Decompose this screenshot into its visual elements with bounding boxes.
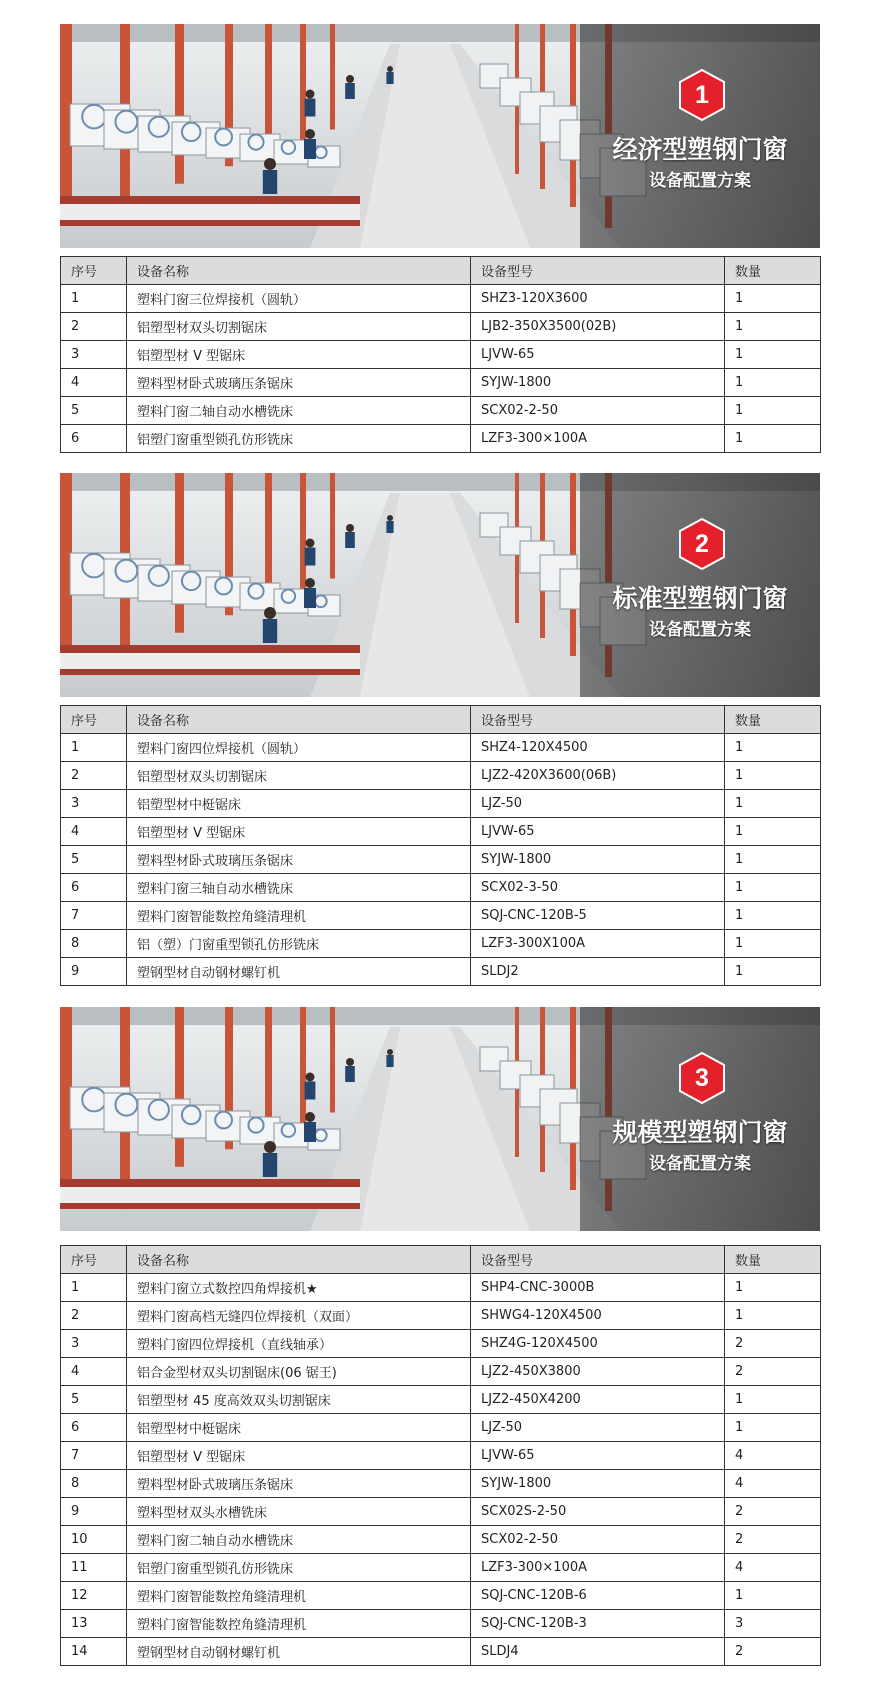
cell-name: 塑料门窗三位焊接机（圆轨） xyxy=(127,285,471,313)
cell-no: 4 xyxy=(61,818,127,846)
cell-name: 塑料门窗四位焊接机（直线轴承） xyxy=(127,1330,471,1358)
cell-no: 7 xyxy=(61,902,127,930)
cell-no: 12 xyxy=(61,1582,127,1610)
cell-model: LZF3-300×100A xyxy=(471,425,725,453)
cell-qty: 2 xyxy=(725,1498,821,1526)
cell-name: 铝塑型材双头切割锯床 xyxy=(127,313,471,341)
table-row xyxy=(61,1470,821,1498)
cell-qty: 4 xyxy=(725,1442,821,1470)
badge-number: 1 xyxy=(695,80,709,109)
cell-name: 塑料门窗智能数控角缝清理机 xyxy=(127,1610,471,1638)
table-row xyxy=(61,762,821,790)
cell-no: 9 xyxy=(61,1498,127,1526)
plan-title: 经济型塑钢门窗 xyxy=(612,135,788,164)
cell-qty: 1 xyxy=(725,874,821,902)
plan-banner-3 xyxy=(60,1007,820,1231)
cell-name: 塑料门窗智能数控角缝清理机 xyxy=(127,902,471,930)
cell-name: 塑料门窗立式数控四角焊接机★ xyxy=(127,1274,471,1302)
cell-model: SHZ4G-120X4500 xyxy=(471,1330,725,1358)
cell-model: LJZ2-420X3600(06B) xyxy=(471,762,725,790)
cell-no: 6 xyxy=(61,425,127,453)
header-qty: 数量 xyxy=(725,706,821,734)
cell-no: 7 xyxy=(61,1442,127,1470)
cell-no: 11 xyxy=(61,1554,127,1582)
table-row xyxy=(61,1358,821,1386)
header-name: 设备名称 xyxy=(127,257,471,285)
cell-no: 2 xyxy=(61,313,127,341)
cell-no: 3 xyxy=(61,1330,127,1358)
table-row xyxy=(61,874,821,902)
cell-name: 塑料型材卧式玻璃压条锯床 xyxy=(127,846,471,874)
plan-title: 标准型塑钢门窗 xyxy=(612,584,788,613)
cell-model: SLDJ2 xyxy=(471,958,725,986)
cell-model: SYJW-1800 xyxy=(471,1470,725,1498)
cell-name: 铝塑型材 45 度高效双头切割锯床 xyxy=(127,1386,471,1414)
cell-name: 铝塑型材中梃锯床 xyxy=(127,790,471,818)
cell-name: 铝塑门窗重型锁孔仿形铣床 xyxy=(127,1554,471,1582)
cell-qty: 1 xyxy=(725,1274,821,1302)
table-row xyxy=(61,1638,821,1666)
cell-no: 1 xyxy=(61,285,127,313)
table-row xyxy=(61,285,821,313)
equipment-table-2 xyxy=(60,705,821,986)
cell-qty: 2 xyxy=(725,1330,821,1358)
cell-qty: 1 xyxy=(725,1386,821,1414)
cell-name: 铝塑型材 V 型锯床 xyxy=(127,341,471,369)
cell-no: 5 xyxy=(61,846,127,874)
cell-name: 塑料门窗二轴自动水槽铣床 xyxy=(127,1526,471,1554)
cell-name: 铝塑型材 V 型锯床 xyxy=(127,1442,471,1470)
cell-no: 6 xyxy=(61,1414,127,1442)
cell-name: 铝塑型材中梃锯床 xyxy=(127,1414,471,1442)
header-qty: 数量 xyxy=(725,257,821,285)
header-qty: 数量 xyxy=(725,1246,821,1274)
table-row xyxy=(61,1330,821,1358)
cell-qty: 1 xyxy=(725,734,821,762)
cell-qty: 1 xyxy=(725,846,821,874)
cell-model: LJZ-50 xyxy=(471,1414,725,1442)
cell-qty: 1 xyxy=(725,425,821,453)
cell-qty: 1 xyxy=(725,790,821,818)
cell-no: 3 xyxy=(61,341,127,369)
cell-model: LJVW-65 xyxy=(471,341,725,369)
plan-section-2 xyxy=(60,473,820,981)
cell-model: LZF3-300×100A xyxy=(471,1554,725,1582)
cell-model: LJVW-65 xyxy=(471,1442,725,1470)
table-row xyxy=(61,397,821,425)
badge-hexagon-icon xyxy=(678,1051,726,1105)
cell-no: 4 xyxy=(61,1358,127,1386)
header-no: 序号 xyxy=(61,257,127,285)
cell-no: 2 xyxy=(61,1302,127,1330)
cell-qty: 2 xyxy=(725,1358,821,1386)
cell-name: 铝合金型材双头切割锯床(06 锯王) xyxy=(127,1358,471,1386)
table-row xyxy=(61,1526,821,1554)
cell-model: LJZ2-450X4200 xyxy=(471,1386,725,1414)
cell-model: SHZ4-120X4500 xyxy=(471,734,725,762)
table-row xyxy=(61,734,821,762)
header-no: 序号 xyxy=(61,1246,127,1274)
cell-qty: 1 xyxy=(725,369,821,397)
cell-name: 塑料门窗三轴自动水槽铣床 xyxy=(127,874,471,902)
cell-qty: 3 xyxy=(725,1610,821,1638)
cell-qty: 1 xyxy=(725,762,821,790)
cell-model: LJVW-65 xyxy=(471,818,725,846)
equipment-table-3 xyxy=(60,1245,821,1666)
cell-name: 塑钢型材自动钢材螺钉机 xyxy=(127,1638,471,1666)
header-model: 设备型号 xyxy=(471,1246,725,1274)
cell-model: SLDJ4 xyxy=(471,1638,725,1666)
cell-no: 1 xyxy=(61,1274,127,1302)
cell-no: 4 xyxy=(61,369,127,397)
cell-name: 铝塑门窗重型锁孔仿形铣床 xyxy=(127,425,471,453)
header-name: 设备名称 xyxy=(127,1246,471,1274)
cell-no: 5 xyxy=(61,397,127,425)
cell-qty: 2 xyxy=(725,1526,821,1554)
cell-qty: 1 xyxy=(725,930,821,958)
header-name: 设备名称 xyxy=(127,706,471,734)
cell-qty: 1 xyxy=(725,341,821,369)
badge-number: 3 xyxy=(695,1063,709,1092)
plan-section-3 xyxy=(60,1007,820,1661)
table-row xyxy=(61,1610,821,1638)
cell-model: SCX02-2-50 xyxy=(471,1526,725,1554)
table-header-row xyxy=(61,257,821,285)
cell-model: SHZ3-120X3600 xyxy=(471,285,725,313)
table-row xyxy=(61,369,821,397)
table-row xyxy=(61,1386,821,1414)
table-row xyxy=(61,1414,821,1442)
table-row xyxy=(61,1442,821,1470)
badge-hexagon-icon xyxy=(678,517,726,571)
plan-banner-2 xyxy=(60,473,820,697)
plan-subtitle: 设备配置方案 xyxy=(649,620,751,640)
cell-model: SHWG4-120X4500 xyxy=(471,1302,725,1330)
cell-name: 塑料门窗高档无缝四位焊接机（双面） xyxy=(127,1302,471,1330)
cell-model: SCX02S-2-50 xyxy=(471,1498,725,1526)
plan-banner-1 xyxy=(60,24,820,248)
table-header-row xyxy=(61,706,821,734)
cell-name: 塑料门窗智能数控角缝清理机 xyxy=(127,1582,471,1610)
table-row xyxy=(61,958,821,986)
plan-section-1 xyxy=(60,24,820,448)
cell-name: 塑料门窗四位焊接机（圆轨） xyxy=(127,734,471,762)
table-row xyxy=(61,846,821,874)
cell-no: 14 xyxy=(61,1638,127,1666)
plan-subtitle: 设备配置方案 xyxy=(649,171,751,191)
cell-model: SQJ-CNC-120B-3 xyxy=(471,1610,725,1638)
cell-model: LJB2-350X3500(02B) xyxy=(471,313,725,341)
cell-qty: 1 xyxy=(725,397,821,425)
cell-qty: 1 xyxy=(725,285,821,313)
cell-qty: 1 xyxy=(725,1302,821,1330)
plan-subtitle: 设备配置方案 xyxy=(649,1154,751,1174)
badge-hexagon-icon xyxy=(678,68,726,122)
cell-name: 塑料型材卧式玻璃压条锯床 xyxy=(127,1470,471,1498)
table-row xyxy=(61,425,821,453)
cell-qty: 1 xyxy=(725,902,821,930)
table-row xyxy=(61,1302,821,1330)
cell-model: SCX02-2-50 xyxy=(471,397,725,425)
cell-qty: 1 xyxy=(725,1414,821,1442)
cell-qty: 1 xyxy=(725,818,821,846)
cell-name: 塑料型材双头水槽铣床 xyxy=(127,1498,471,1526)
plan-title: 规模型塑钢门窗 xyxy=(612,1118,788,1147)
table-row xyxy=(61,1498,821,1526)
table-row xyxy=(61,1274,821,1302)
table-header-row xyxy=(61,1246,821,1274)
header-model: 设备型号 xyxy=(471,257,725,285)
cell-name: 铝（塑）门窗重型锁孔仿形铣床 xyxy=(127,930,471,958)
header-no: 序号 xyxy=(61,706,127,734)
table-row xyxy=(61,790,821,818)
cell-no: 1 xyxy=(61,734,127,762)
cell-no: 6 xyxy=(61,874,127,902)
table-row xyxy=(61,341,821,369)
cell-name: 塑钢型材自动钢材螺钉机 xyxy=(127,958,471,986)
cell-model: LJZ-50 xyxy=(471,790,725,818)
cell-no: 2 xyxy=(61,762,127,790)
cell-no: 8 xyxy=(61,1470,127,1498)
cell-qty: 1 xyxy=(725,1582,821,1610)
cell-qty: 1 xyxy=(725,958,821,986)
cell-model: SQJ-CNC-120B-6 xyxy=(471,1582,725,1610)
cell-model: LZF3-300X100A xyxy=(471,930,725,958)
cell-qty: 1 xyxy=(725,313,821,341)
cell-qty: 4 xyxy=(725,1470,821,1498)
table-row xyxy=(61,1582,821,1610)
cell-model: SQJ-CNC-120B-5 xyxy=(471,902,725,930)
cell-no: 3 xyxy=(61,790,127,818)
equipment-table-1 xyxy=(60,256,821,453)
table-row xyxy=(61,930,821,958)
cell-no: 10 xyxy=(61,1526,127,1554)
cell-no: 5 xyxy=(61,1386,127,1414)
cell-no: 9 xyxy=(61,958,127,986)
cell-model: SHP4-CNC-3000B xyxy=(471,1274,725,1302)
table-row xyxy=(61,313,821,341)
cell-no: 8 xyxy=(61,930,127,958)
table-row xyxy=(61,818,821,846)
cell-name: 铝塑型材 V 型锯床 xyxy=(127,818,471,846)
cell-name: 铝塑型材双头切割锯床 xyxy=(127,762,471,790)
header-model: 设备型号 xyxy=(471,706,725,734)
cell-model: LJZ2-450X3800 xyxy=(471,1358,725,1386)
cell-qty: 2 xyxy=(725,1638,821,1666)
cell-qty: 4 xyxy=(725,1554,821,1582)
cell-model: SYJW-1800 xyxy=(471,846,725,874)
cell-no: 13 xyxy=(61,1610,127,1638)
cell-name: 塑料门窗二轴自动水槽铣床 xyxy=(127,397,471,425)
cell-model: SCX02-3-50 xyxy=(471,874,725,902)
cell-name: 塑料型材卧式玻璃压条锯床 xyxy=(127,369,471,397)
badge-number: 2 xyxy=(695,529,709,558)
cell-model: SYJW-1800 xyxy=(471,369,725,397)
table-row xyxy=(61,902,821,930)
table-row xyxy=(61,1554,821,1582)
